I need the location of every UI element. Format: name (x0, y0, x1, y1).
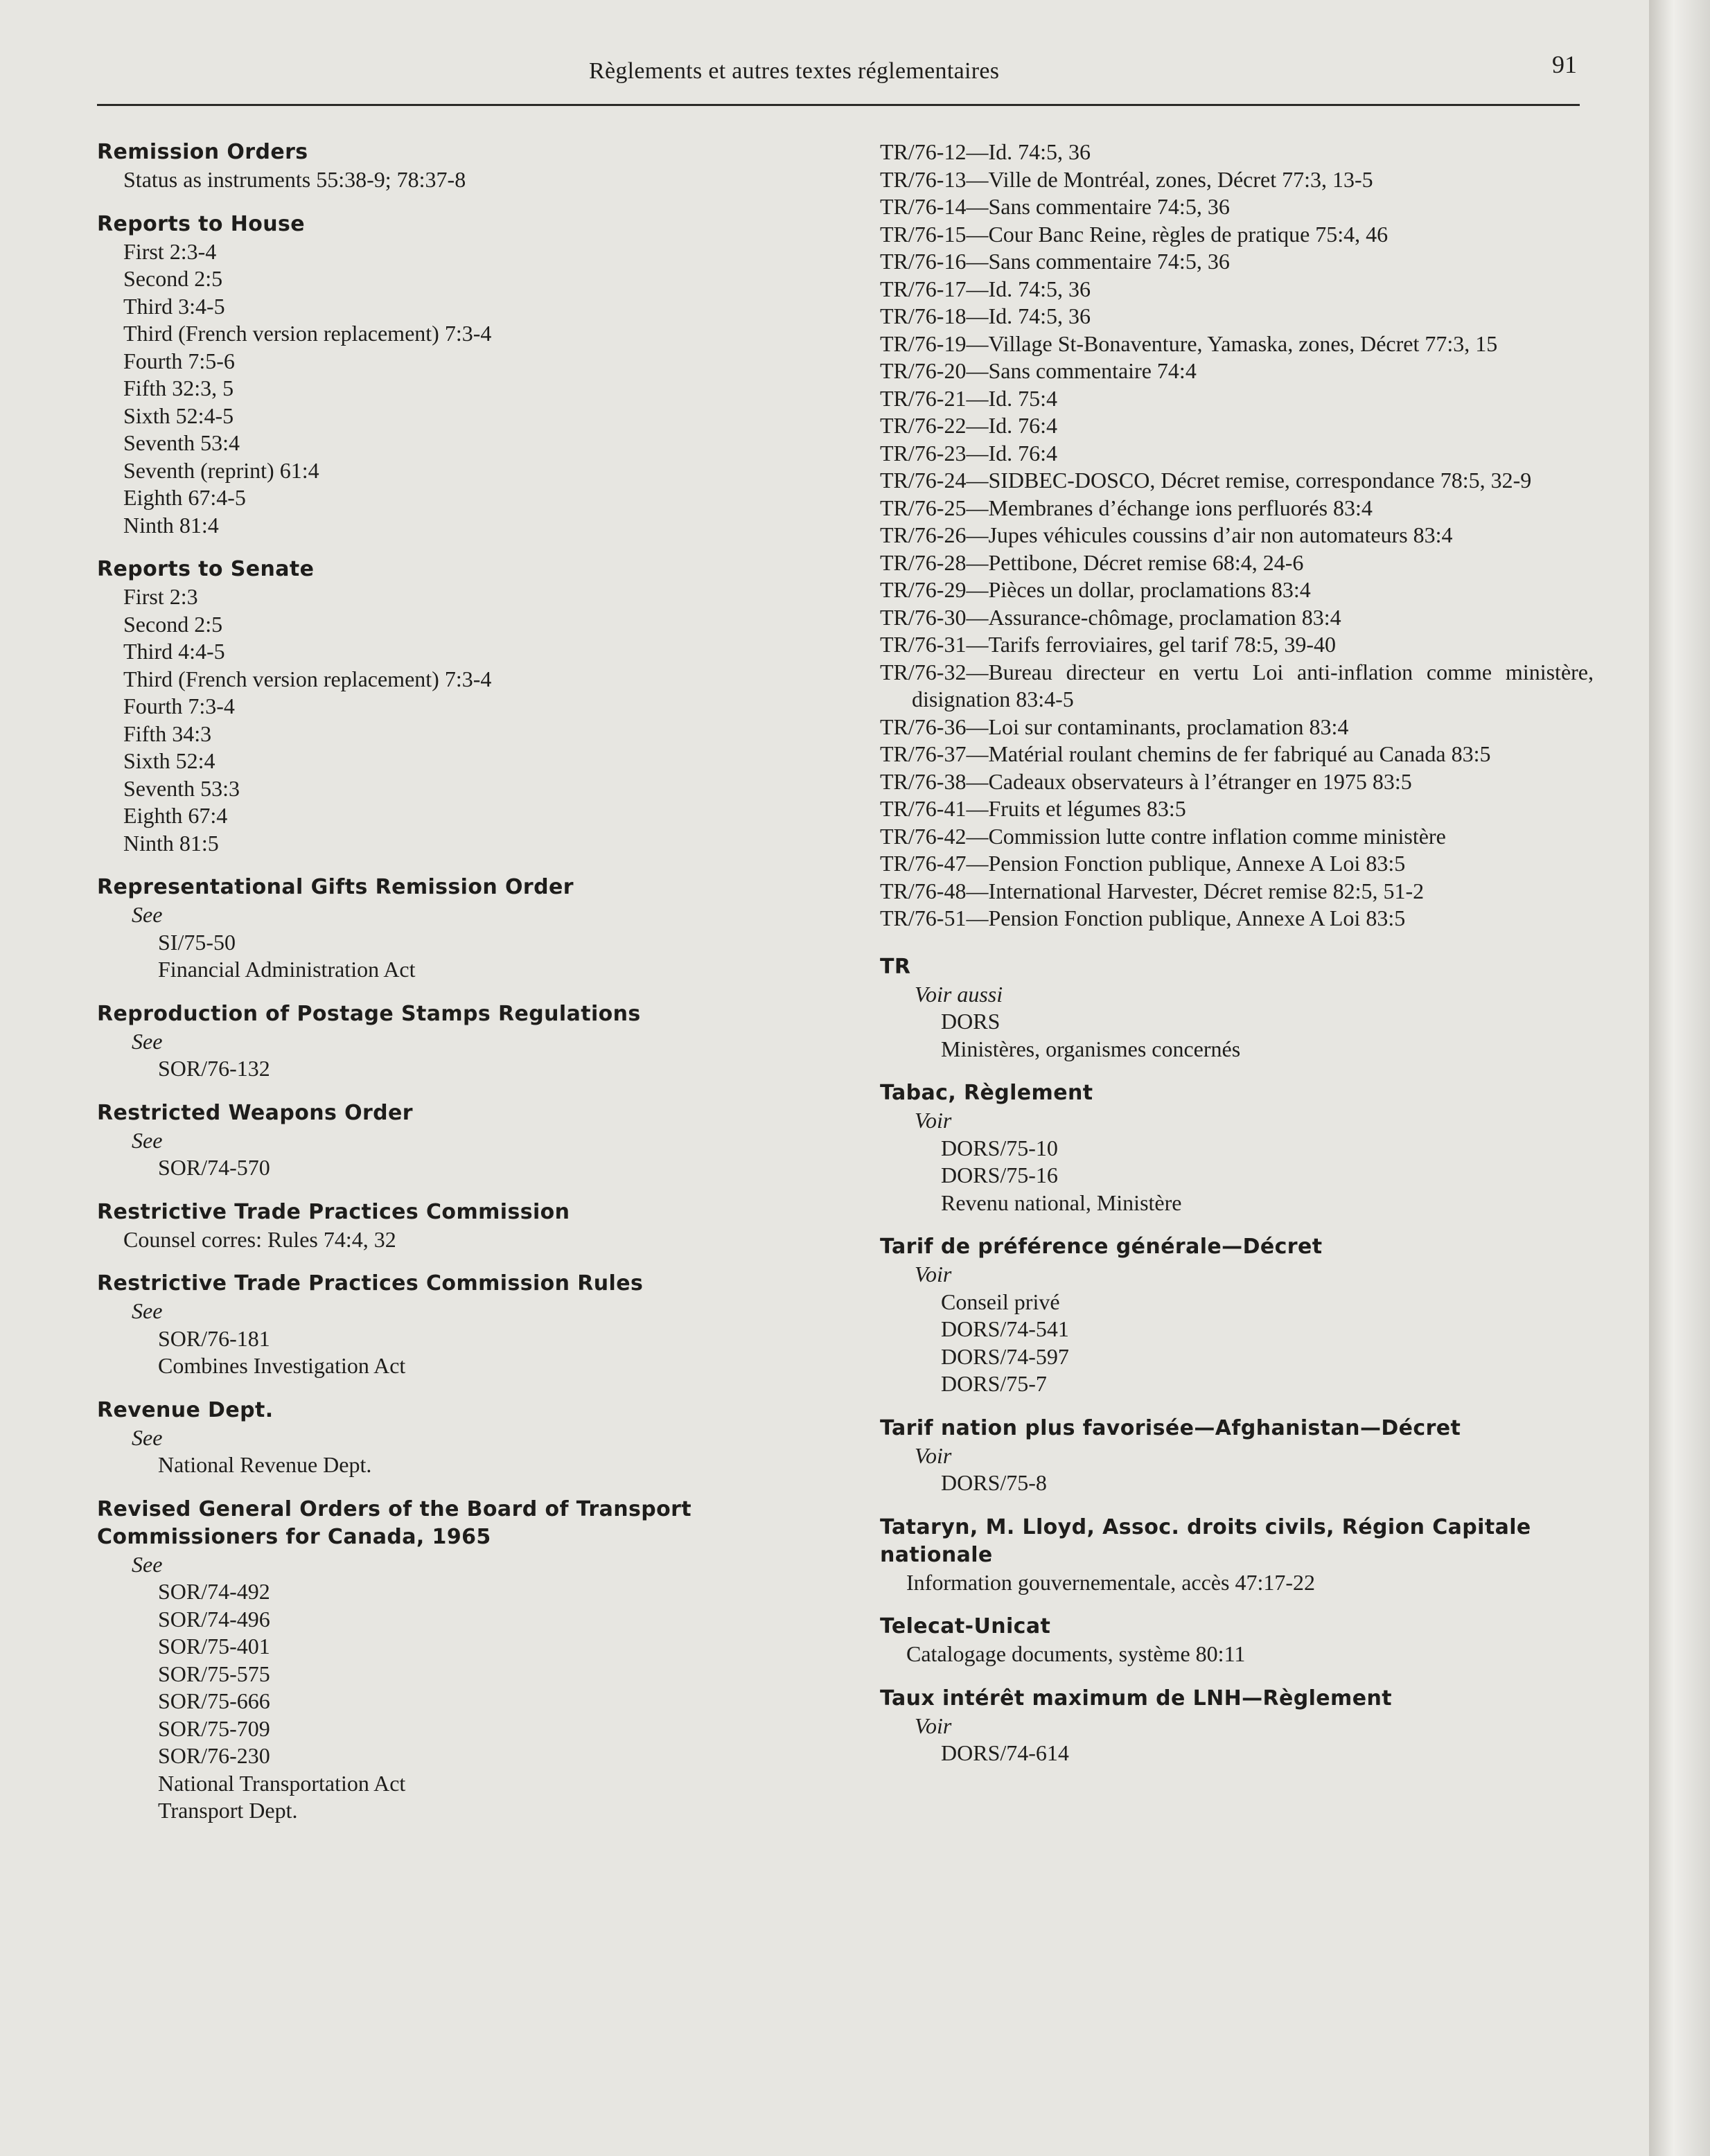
cross-reference: Ministères, organismes concernés (941, 1036, 1241, 1061)
entry-subline: First 2:3 (123, 584, 198, 609)
tr-list-item: TR/76-26—Jupes véhicules coussins d’air non automateurs 83:4 (880, 522, 1453, 547)
tr-list-item: TR/76-12—Id. 74:5, 36 (880, 139, 1091, 164)
index-entry (97, 874, 852, 984)
tr-list-item: TR/76-16—Sans commentaire 74:5, 36 (880, 249, 1230, 274)
page-edge (1649, 0, 1710, 2156)
tr-list-item: TR/76-28—Pettibone, Décret remise 68:4, 24-6 (880, 549, 1304, 575)
cross-reference: SOR/75-709 (158, 1715, 270, 1741)
entry-subline: Counsel corres: Rules 74:4, 32 (123, 1226, 396, 1252)
index-entry (880, 1685, 1594, 1767)
see-label: Voir (915, 1262, 952, 1287)
cross-reference: SOR/76-230 (158, 1743, 270, 1768)
index-entry (97, 1397, 852, 1479)
cross-reference: DORS (941, 1009, 1001, 1034)
index-entry (97, 1270, 852, 1380)
entry-subline: Seventh (reprint) 61:4 (123, 457, 319, 483)
right-column (880, 139, 1594, 1784)
header-rule (97, 104, 1580, 106)
tr-list-item: TR/76-47—Pension Fonction publique, Annexe A Loi 83:5 (880, 851, 1406, 876)
right-entries (880, 953, 1594, 1767)
tr-list-item: TR/76-31—Tarifs ferroviaires, gel tarif 78:5, 39-40 (880, 632, 1337, 657)
cross-reference: SOR/76-132 (158, 1056, 270, 1081)
entry-subline: Information gouvernementale, accès 47:17-22 (906, 1569, 1315, 1595)
see-label: See (132, 1551, 163, 1577)
cross-reference: SOR/76-181 (158, 1325, 270, 1351)
cross-reference: SOR/74-570 (158, 1155, 270, 1180)
tr-list-item: TR/76-17—Id. 74:5, 36 (880, 276, 1091, 301)
entry-subline: Second 2:5 (123, 266, 223, 291)
see-label: Voir (915, 1713, 952, 1738)
entry-heading: Tataryn, M. Lloyd, Assoc. droits civils, Région Capitale nationale (880, 1514, 1531, 1567)
index-entry (97, 211, 852, 540)
tr-list-item: TR/76-21—Id. 75:4 (880, 385, 1057, 411)
entry-subline: Ninth 81:4 (123, 512, 219, 538)
entry-heading: Tarif nation plus favorisée—Afghanistan—Décret (880, 1415, 1461, 1440)
entry-subline: Seventh 53:3 (123, 775, 240, 801)
tr-list-item: TR/76-38—Cadeaux observateurs à l’étranger en 1975 83:5 (880, 768, 1412, 794)
cross-reference: Financial Administration Act (158, 957, 416, 982)
index-entry (880, 953, 1594, 1063)
entry-subline: Fourth 7:3-4 (123, 693, 235, 718)
index-entry (97, 1496, 852, 1825)
left-column (97, 139, 852, 1841)
entry-subline: Catalogage documents, système 80:11 (906, 1641, 1246, 1666)
entry-heading: Tarif de préférence générale—Décret (880, 1235, 1323, 1259)
cross-reference: DORS/75-10 (941, 1135, 1058, 1160)
entry-subline: Third (French version replacement) 7:3-4 (123, 666, 492, 691)
see-label: See (132, 902, 163, 927)
tr-list (880, 139, 1594, 933)
cross-reference: National Transportation Act (158, 1770, 406, 1796)
tr-list-item: TR/76-37—Matérial roulant chemins de fer fabriqué au Canada 83:5 (880, 741, 1491, 766)
entry-subline: Sixth 52:4 (123, 748, 215, 773)
cross-reference: SOR/74-492 (158, 1579, 270, 1604)
index-entry (97, 1099, 852, 1182)
entry-heading: Reports to Senate (97, 557, 315, 581)
cross-reference: SOR/75-575 (158, 1661, 270, 1686)
index-entry (880, 1514, 1594, 1597)
cross-reference: SI/75-50 (158, 929, 236, 955)
entry-heading: Restrictive Trade Practices Commission Rules (97, 1271, 644, 1296)
tr-list-item: TR/76-13—Ville de Montréal, zones, Décret 77:3, 13-5 (880, 166, 1373, 192)
tr-list-item: TR/76-23—Id. 76:4 (880, 440, 1057, 466)
cross-reference: SOR/75-666 (158, 1688, 270, 1713)
index-entry (880, 1233, 1594, 1398)
entry-heading: Telecat-Unicat (880, 1614, 1051, 1638)
cross-reference: DORS/75-16 (941, 1163, 1058, 1187)
cross-reference: Combines Investigation Act (158, 1353, 406, 1378)
cross-reference: DORS/74-541 (941, 1316, 1069, 1341)
tr-list-item: TR/76-32—Bureau directeur en vertu Loi anti-inflation comme ministère, disignation 83:4-5 (880, 659, 1594, 712)
cross-reference: DORS/74-597 (941, 1343, 1069, 1369)
cross-reference: Transport Dept. (158, 1798, 298, 1823)
entry-subline: Sixth 52:4-5 (123, 403, 234, 428)
entry-subline: Fifth 34:3 (123, 721, 212, 746)
entry-subline: Third 4:4-5 (123, 639, 225, 664)
entry-subline: Second 2:5 (123, 611, 223, 637)
entry-heading: Reproduction of Postage Stamps Regulations (97, 1001, 641, 1026)
entry-subline: Fifth 32:3, 5 (123, 375, 234, 400)
index-entry (97, 139, 852, 194)
tr-list-item: TR/76-14—Sans commentaire 74:5, 36 (880, 194, 1230, 219)
see-label: Voir aussi (915, 981, 1003, 1007)
entry-heading: Reports to House (97, 211, 306, 236)
see-label: See (132, 1127, 163, 1153)
tr-list-item: TR/76-22—Id. 76:4 (880, 413, 1057, 438)
see-label: Voir (915, 1442, 952, 1468)
tr-list-item: TR/76-51—Pension Fonction publique, Annexe A Loi 83:5 (880, 905, 1406, 930)
index-entry (97, 556, 852, 857)
tr-list-item: TR/76-41—Fruits et légumes 83:5 (880, 796, 1186, 821)
cross-reference: DORS/75-7 (941, 1371, 1047, 1396)
cross-reference: Revenu national, Ministère (941, 1190, 1182, 1215)
entry-heading: Representational Gifts Remission Order (97, 875, 574, 899)
index-entry (97, 1000, 852, 1083)
tr-list-item: TR/76-18—Id. 74:5, 36 (880, 303, 1091, 328)
entry-heading: Taux intérêt maximum de LNH—Règlement (880, 1686, 1392, 1711)
entry-subline: Status as instruments 55:38-9; 78:37-8 (123, 167, 466, 192)
entry-heading: TR (880, 954, 911, 979)
tr-list-item: TR/76-42—Commission lutte contre inflation comme ministère (880, 823, 1446, 849)
tr-list-item: TR/76-36—Loi sur contaminants, proclamation 83:4 (880, 714, 1349, 739)
entry-heading: Revenue Dept. (97, 1397, 274, 1422)
see-label: See (132, 1424, 163, 1450)
entry-subline: Ninth 81:5 (123, 830, 219, 856)
tr-list-item: TR/76-24—SIDBEC-DOSCO, Décret remise, correspondance 78:5, 32-9 (880, 468, 1532, 493)
tr-list-item: TR/76-29—Pièces un dollar, proclamations 83:4 (880, 577, 1311, 602)
index-entry (880, 1613, 1594, 1668)
entry-heading: Revised General Orders of the Board of Transport Commissioners for Canada, 1965 (97, 1496, 692, 1549)
cross-reference: DORS/74-614 (941, 1740, 1069, 1765)
entry-heading: Restrictive Trade Practices Commission (97, 1199, 570, 1224)
index-entry (880, 1079, 1594, 1217)
entry-subline: Third 3:4-5 (123, 293, 225, 319)
index-entry (880, 1415, 1594, 1497)
entry-subline: Seventh 53:4 (123, 430, 240, 455)
entry-subline: Eighth 67:4 (123, 803, 228, 828)
entry-subline: Third (French version replacement) 7:3-4 (123, 321, 492, 346)
tr-list-item: TR/76-25—Membranes d’échange ions perfluorés 83:4 (880, 495, 1373, 520)
tr-list-item: TR/76-30—Assurance-chômage, proclamation 83:4 (880, 604, 1341, 630)
cross-reference: National Revenue Dept. (158, 1452, 372, 1477)
see-label: See (132, 1028, 163, 1054)
entry-subline: First 2:3-4 (123, 238, 217, 264)
entry-heading: Remission Orders (97, 140, 308, 164)
tr-list-item: TR/76-19—Village St-Bonaventure, Yamaska, zones, Décret 77:3, 15 (880, 330, 1498, 356)
entry-heading: Tabac, Règlement (880, 1081, 1093, 1105)
page-number: 91 (1552, 51, 1577, 78)
cross-reference: SOR/75-401 (158, 1634, 270, 1659)
entry-subline: Fourth 7:5-6 (123, 348, 235, 373)
tr-list-item: TR/76-20—Sans commentaire 74:4 (880, 358, 1197, 383)
tr-list-item: TR/76-15—Cour Banc Reine, règles de pratique 75:4, 46 (880, 221, 1389, 247)
cross-reference: Conseil privé (941, 1289, 1060, 1314)
tr-list-item: TR/76-48—International Harvester, Décret remise 82:5, 51-2 (880, 878, 1425, 903)
cross-reference: SOR/74-496 (158, 1606, 270, 1632)
entry-heading: Restricted Weapons Order (97, 1100, 413, 1125)
see-label: Voir (915, 1108, 952, 1133)
see-label: See (132, 1298, 163, 1323)
index-entry (97, 1199, 852, 1254)
cross-reference: DORS/75-8 (941, 1470, 1047, 1495)
running-header-title: Règlements et autres textes réglementaires (589, 58, 1000, 84)
entry-subline: Eighth 67:4-5 (123, 485, 246, 510)
